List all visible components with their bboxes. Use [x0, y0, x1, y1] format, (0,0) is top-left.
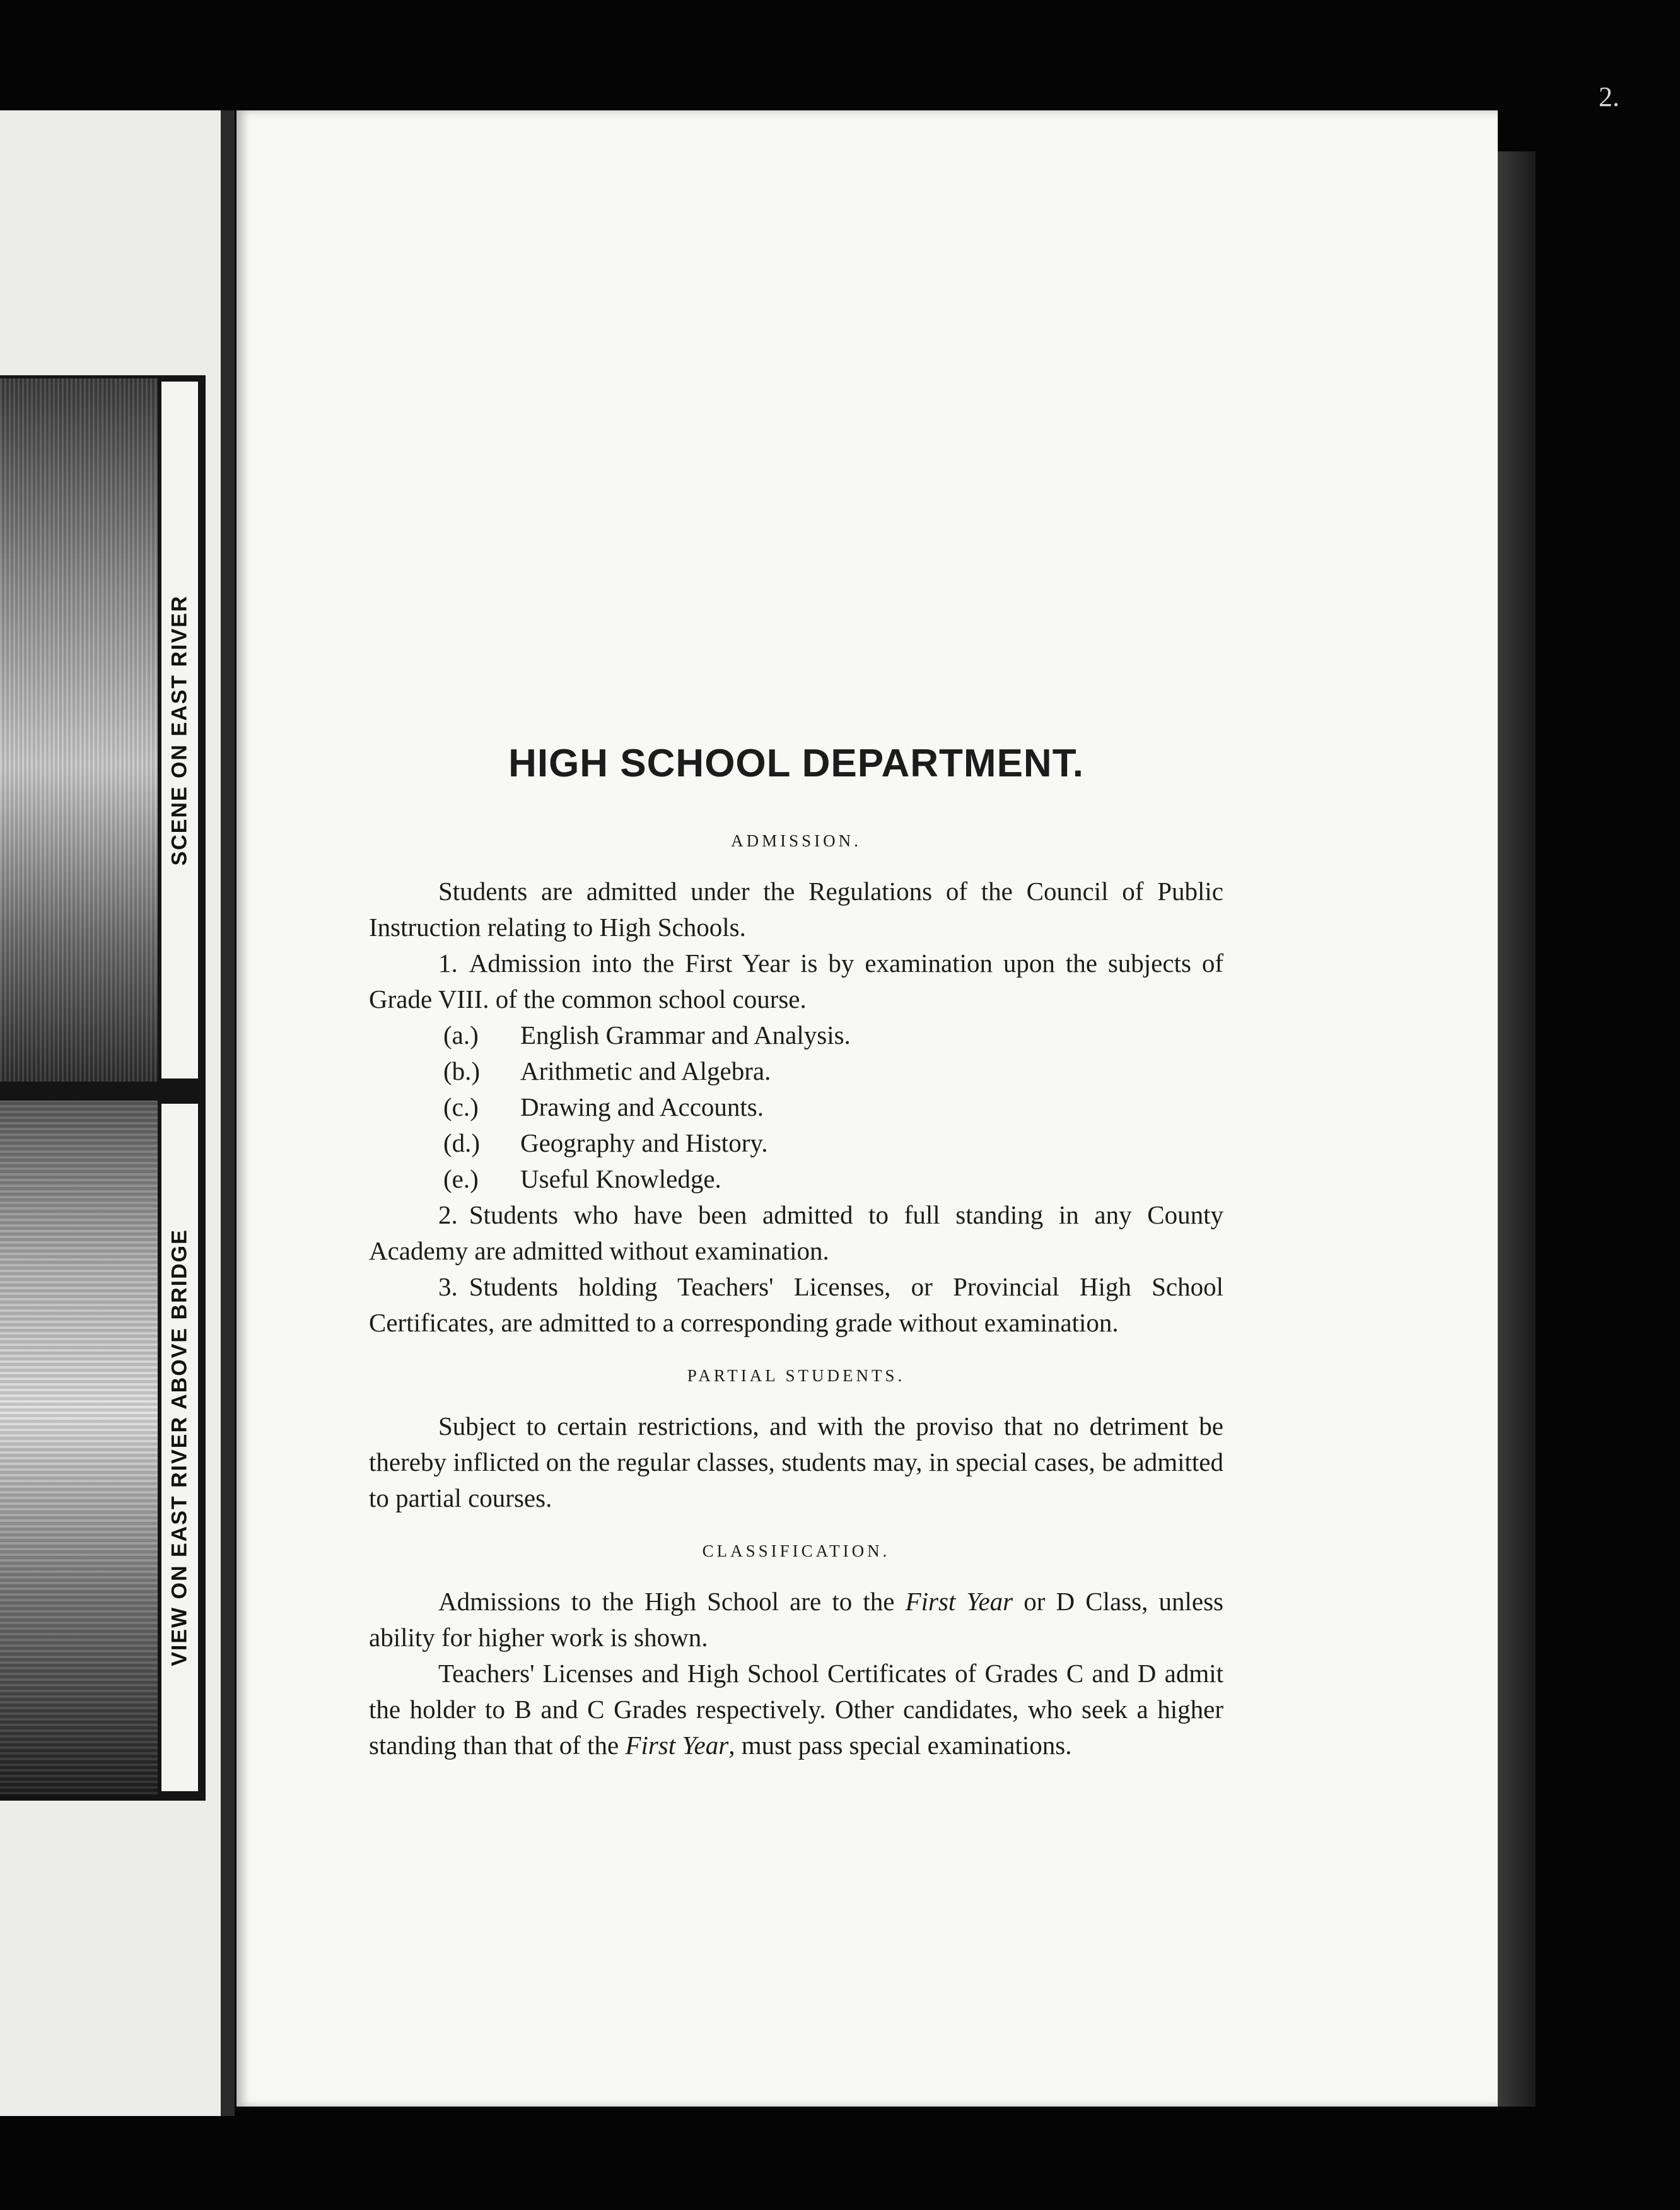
text-run: Teachers' Licenses and High School Certificates of Grades C and D admit the holder to B and C Grades respectively. Other candidates, who seek a higher standing than that of the: [369, 1659, 1223, 1760]
admission-rule-1: [369, 945, 1223, 1017]
subject-item: [443, 1161, 1223, 1197]
rule-text: Students who have been admitted to full standing in any County Academy are admitted without examination.: [369, 1200, 1223, 1265]
rule-text: Students holding Teachers' Licenses, or Provincial High School Certificates, are admitted to a corresponding grade without examination.: [369, 1272, 1223, 1337]
admission-rule-3: [369, 1269, 1223, 1341]
italic-term: First Year: [625, 1731, 729, 1760]
subject-label: (b.): [443, 1056, 481, 1085]
section-heading-admission: ADMISSION.: [731, 831, 861, 850]
subject-label: (c.): [443, 1092, 479, 1121]
east-river-bridge-photo: [0, 1101, 158, 1794]
subject-text: Arithmetic and Algebra.: [520, 1056, 771, 1085]
corner-page-mark: 2.: [1599, 81, 1619, 112]
subject-label: (a.): [443, 1020, 479, 1049]
italic-term: First Year: [905, 1587, 1013, 1616]
subject-text: Useful Knowledge.: [520, 1164, 721, 1193]
caption-strip-top: [161, 382, 198, 1079]
text-run: Admissions to the High School are to the: [438, 1587, 906, 1616]
rule-text: Admission into the First Year is by examination upon the subjects of Grade VIII. of the common school course.: [369, 949, 1223, 1014]
page-content: [369, 741, 1223, 1763]
subject-label: (d.): [443, 1128, 481, 1157]
page-edge-shadow: [1498, 151, 1536, 2107]
photo-caption-bottom: VIEW ON EAST RIVER ABOVE BRIDGE: [167, 1229, 192, 1666]
classification-paragraph-2: [369, 1656, 1223, 1763]
subject-item: [443, 1125, 1223, 1161]
page-title: HIGH SCHOOL DEPARTMENT.: [508, 742, 1084, 785]
rule-number: 3.: [438, 1272, 458, 1301]
subject-item: [443, 1017, 1223, 1053]
admission-intro: Students are admitted under the Regulations of the Council of Public Instruction relating to High Schools.: [369, 877, 1223, 942]
caption-strip-bottom: [161, 1104, 198, 1791]
subject-text: Drawing and Accounts.: [520, 1092, 764, 1121]
partial-students-text: Subject to certain restrictions, and with the proviso that no detriment be thereby inflicted on the regular classes, students may, in special cases, be admitted to partial courses.: [369, 1412, 1223, 1512]
book-gutter: [221, 110, 235, 2116]
subject-text: Geography and History.: [520, 1128, 768, 1157]
text-run: , must pass special examinations.: [728, 1731, 1072, 1760]
section-heading-classification: CLASSIFICATION.: [702, 1541, 890, 1560]
section-heading-partial-students: PARTIAL STUDENTS.: [687, 1366, 906, 1385]
text-run: or D Class, unless ability for higher work is shown.: [369, 1587, 1223, 1652]
classification-paragraph-1: [369, 1584, 1223, 1656]
subject-item: [443, 1089, 1223, 1125]
photo-caption-top: SCENE ON EAST RIVER: [167, 594, 192, 866]
admission-rule-2: [369, 1197, 1223, 1269]
rule-number: 2.: [438, 1200, 458, 1229]
subject-text: English Grammar and Analysis.: [520, 1020, 851, 1049]
rule-number: 1.: [438, 949, 458, 978]
subject-item: [443, 1053, 1223, 1089]
east-river-scene-photo: [0, 378, 158, 1082]
subject-label: (e.): [443, 1164, 479, 1193]
